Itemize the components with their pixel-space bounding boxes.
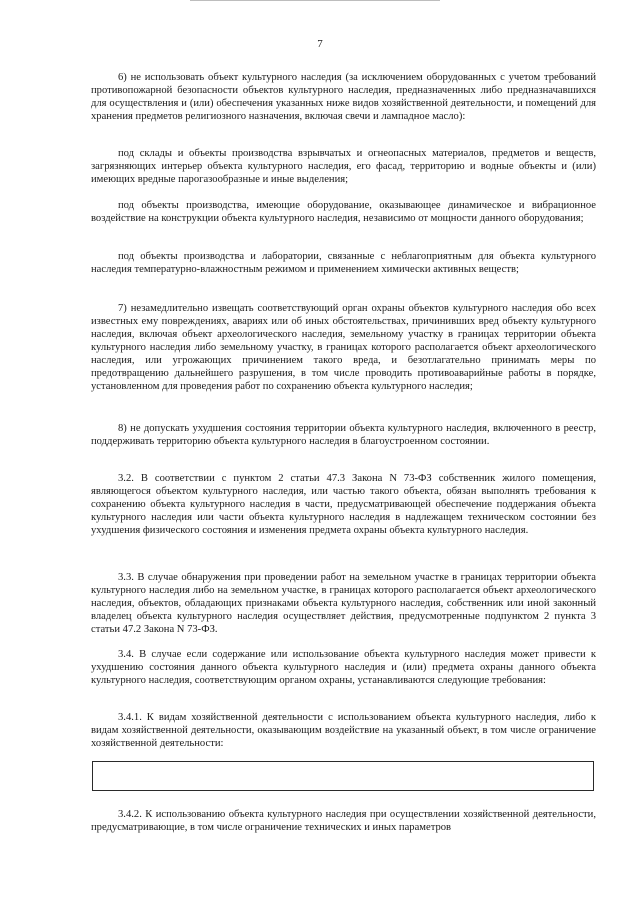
page-number: 7 <box>317 38 323 50</box>
paragraph-3-4-1: 3.4.1. К видам хозяйственной деятельности с использованием объекта культурного наследия, либо к видам хозяйственной деятельности, оказывающим воздействие на указанный объект, в том числе ограничение хозяйственной деятельности: <box>91 712 596 749</box>
paragraph-warehouses: под склады и объекты производства взрывчатых и огнеопасных материалов, предметов и веществ, загрязняющих интерьер объекта культурного наследия, его фасад, территорию и водные объекты и (или) имеющих вредные парогазообразные и иные выделения; <box>91 148 596 185</box>
paragraph-3-4-2: 3.4.2. К использованию объекта культурного наследия при осуществлении хозяйственной деятельности, предусматривающие, в том числе ограничение технических и иных параметров <box>91 809 596 833</box>
empty-field-box <box>92 761 594 791</box>
paragraph-3-4: 3.4. В случае если содержание или использование объекта культурного наследия может привести к ухудшению состояния данного объекта культурного наследия и (или) предмета охраны данного объекта культурного наследия, соответствующим органом охраны, устанавливаются следующие требования: <box>91 649 596 686</box>
paragraph-item-7: 7) незамедлительно извещать соответствующий орган охраны объектов культурного наследия обо всех известных ему повреждениях, авариях или об иных обстоятельствах, причинивших вред объекту культурного наследия, включая объект археологического наследия, земельному участку в границах территории объекта культурного наследия либо земельному участку, в границах которого располагается объект археологического наследия, или угрожающих причинением такого вреда, и безотлагательно принимать меры по предотвращению дальнейшего разрушения, в том числе проводить противоаварийные работы в порядке, установленном для проведения работ по сохранению объекта культурного наследия; <box>91 303 596 392</box>
paragraph-3-3: 3.3. В случае обнаружения при проведении работ на земельном участке в границах территории объекта культурного наследия либо на земельном участке, в границах которого располагается объект археологического наследия, объектов, обладающих признаками объекта культурного наследия, собственник или иной законный владелец объекта культурного наследия осуществляет действия, предусмотренные подпунктом 2 пункта 3 статьи 47.2 Закона N 73-ФЗ. <box>91 572 596 635</box>
paragraph-item-6: 6) не использовать объект культурного наследия (за исключением оборудованных с учетом требований противопожарной безопасности объектов культурного наследия, предназначенных либо предназначавшихся для осуществления и (или) обеспечения указанных ниже видов хозяйственной деятельности, и помещений для хранения предметов религиозного назначения, включая свечи и лампадное масло): <box>91 72 596 122</box>
paragraph-3-2: 3.2. В соответствии с пунктом 2 статьи 47.3 Закона N 73-ФЗ собственник жилого помещения, являющегося объектом культурного наследия, или частью такого объекта, обязан выполнять требования к сохранению объекта культурного наследия в части, предусматривающей обеспечение поддержания объекта культурного наследия или части объекта культурного наследия в надлежащем техническом состоянии без ухудшения физического состояния и изменения предмета охраны объекта культурного наследия. <box>91 473 596 536</box>
paragraph-production-equipment: под объекты производства, имеющие оборудование, оказывающее динамическое и вибрационное воздействие на конструкции объекта культурного наследия, независимо от мощности данного оборудования; <box>91 200 596 224</box>
paragraph-laboratories: под объекты производства и лаборатории, связанные с неблагоприятным для объекта культурного наследия температурно-влажностным режимом и применением химически активных веществ; <box>91 251 596 275</box>
paragraph-item-8: 8) не допускать ухудшения состояния территории объекта культурного наследия, включенного в реестр, поддерживать территорию объекта культурного наследия в благоустроенном состоянии. <box>91 423 596 447</box>
top-rule <box>190 0 440 1</box>
